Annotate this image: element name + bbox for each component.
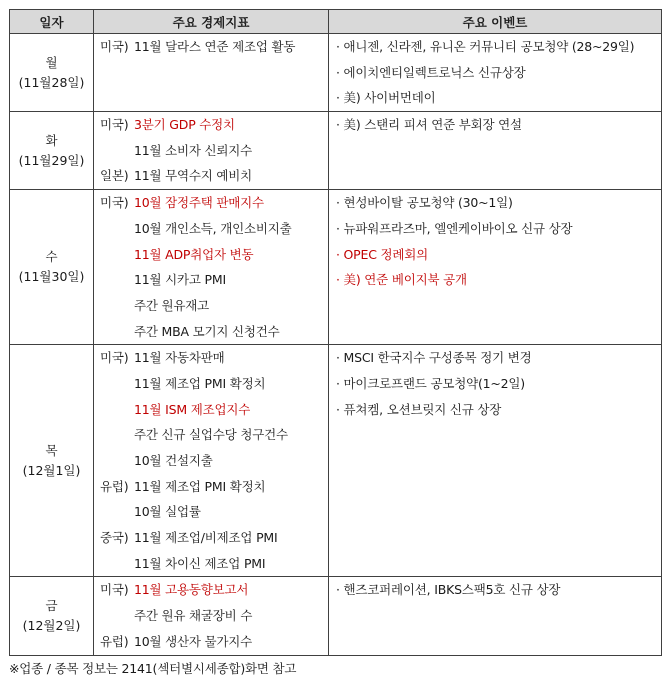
table-row bbox=[10, 34, 662, 112]
indicators-cell bbox=[94, 190, 329, 345]
indicator-text: 11월 달라스 연준 제조업 활동 bbox=[134, 39, 296, 54]
region-prefix: 미국) bbox=[100, 350, 129, 366]
indicator-text: 10월 실업률 bbox=[134, 504, 201, 520]
event-item: · 美) 연준 베이지북 공개 bbox=[336, 272, 467, 288]
day-cell bbox=[10, 190, 94, 345]
day-cell bbox=[10, 577, 94, 655]
indicator-text: 주간 원유재고 bbox=[134, 297, 210, 313]
events-cell bbox=[329, 577, 662, 655]
day-date: (11월28일) bbox=[18, 74, 85, 90]
table-row bbox=[10, 345, 662, 577]
region-prefix: 미국) bbox=[100, 195, 129, 211]
indicator-text: 3분기 GDP 수정치 bbox=[134, 117, 235, 133]
header-events: 주요 이벤트 bbox=[329, 10, 662, 34]
indicator-item bbox=[94, 267, 328, 293]
indicator-text: 11월 자동차판매 bbox=[134, 350, 225, 366]
table-row bbox=[10, 190, 662, 345]
event-item: · 현성바이탈 공모청약 (30~1일) bbox=[336, 195, 513, 211]
indicator-item bbox=[94, 345, 328, 371]
region-prefix: 미국) bbox=[100, 117, 129, 133]
weekly-schedule-table bbox=[9, 9, 662, 656]
indicator-item bbox=[94, 422, 328, 448]
schedule-document bbox=[9, 9, 661, 679]
events-cell bbox=[329, 190, 662, 345]
day-date: (12월1일) bbox=[22, 462, 81, 478]
day-label: 목 bbox=[45, 442, 58, 458]
indicator-text: 11월 무역수지 예비치 bbox=[134, 168, 253, 184]
region-prefix: 유럽) bbox=[100, 478, 129, 494]
indicator-item bbox=[94, 190, 328, 216]
indicator-text: 10월 건설지출 bbox=[134, 453, 213, 468]
day-label: 수 bbox=[45, 249, 58, 265]
region-prefix: 일본) bbox=[100, 168, 129, 184]
indicator-text: 11월 고용동향보고서 bbox=[134, 582, 249, 598]
events-cell bbox=[329, 345, 662, 577]
table-body bbox=[10, 34, 662, 656]
indicator-item bbox=[94, 242, 328, 268]
indicator-text: 11월 제조업 PMI 확정치 bbox=[134, 375, 266, 391]
indicator-item bbox=[94, 34, 328, 60]
region-prefix: 미국) bbox=[100, 582, 129, 598]
indicators-cell bbox=[94, 577, 329, 655]
indicator-text: 11월 소비자 신뢰지수 bbox=[134, 142, 253, 158]
region-prefix: 유럽) bbox=[100, 633, 129, 649]
indicator-item bbox=[94, 138, 328, 164]
indicator-text: 주간 신규 실업수당 청구건수 bbox=[134, 427, 288, 443]
indicators-cell bbox=[94, 345, 329, 577]
indicator-item bbox=[94, 448, 328, 474]
indicator-text: 10월 잠정주택 판매지수 bbox=[134, 195, 264, 211]
day-label: 월 bbox=[45, 54, 58, 70]
indicators-cell bbox=[94, 112, 329, 190]
indicator-item bbox=[94, 629, 328, 655]
indicator-text: 10월 개인소득, 개인소비지출 bbox=[134, 220, 292, 236]
day-label: 금 bbox=[45, 597, 58, 613]
events-cell bbox=[329, 112, 662, 190]
footnote: ※업종 / 종목 정보는 2141(섹터별시세종합)화면 참고 bbox=[9, 660, 297, 676]
indicator-item bbox=[94, 551, 328, 577]
event-item: · MSCI 한국지수 구성종목 정기 변경 bbox=[336, 350, 532, 366]
indicator-item bbox=[94, 216, 328, 242]
indicator-item bbox=[94, 577, 328, 603]
indicator-item bbox=[94, 397, 328, 423]
indicator-text: 10월 생산자 물가지수 bbox=[134, 633, 253, 649]
event-item: · 에이치엔티일렉트로닉스 신규상장 bbox=[336, 64, 526, 80]
event-item: · 마이크로프랜드 공모청약(1~2일) bbox=[336, 375, 525, 391]
event-item: · OPEC 정례회의 bbox=[336, 246, 429, 262]
indicator-item bbox=[94, 603, 328, 629]
event-item: · 뉴파워프라즈마, 엘엔케이바이오 신규 상장 bbox=[336, 220, 573, 236]
indicator-text: 11월 ADP취업자 변동 bbox=[134, 246, 254, 262]
region-prefix: 중국) bbox=[100, 530, 129, 546]
header-indicators: 주요 경제지표 bbox=[94, 10, 329, 34]
events-cell bbox=[329, 34, 662, 112]
indicator-item bbox=[94, 371, 328, 397]
indicator-item bbox=[94, 163, 328, 189]
indicator-text: 주간 원유 채굴장비 수 bbox=[134, 608, 253, 624]
table-row bbox=[10, 577, 662, 655]
region-prefix: 미국) bbox=[100, 39, 129, 54]
table-row bbox=[10, 112, 662, 190]
indicator-item bbox=[94, 525, 328, 551]
indicators-cell bbox=[94, 34, 329, 112]
indicator-text: 11월 제조업 PMI 확정치 bbox=[134, 478, 266, 494]
indicator-item bbox=[94, 112, 328, 138]
event-item: · 美) 사이버먼데이 bbox=[336, 90, 436, 106]
indicator-item bbox=[94, 319, 328, 345]
indicator-item bbox=[94, 293, 328, 319]
indicator-text: 11월 제조업/비제조업 PMI bbox=[134, 530, 278, 546]
event-item: · 애니젠, 신라젠, 유니온 커뮤니티 공모청약 (28~29일) bbox=[336, 39, 635, 54]
event-item: · 퓨쳐켐, 오션브릿지 신규 상장 bbox=[336, 401, 502, 417]
day-date: (11월29일) bbox=[18, 152, 85, 168]
indicator-text: 11월 차이신 제조업 PMI bbox=[134, 555, 266, 571]
table-header-row bbox=[10, 10, 662, 34]
header-day: 일자 bbox=[10, 10, 94, 34]
indicator-text: 11월 ISM 제조업지수 bbox=[134, 401, 251, 417]
day-cell bbox=[10, 345, 94, 577]
day-date: (12월2일) bbox=[22, 617, 81, 633]
indicator-text: 주간 MBA 모기지 신청건수 bbox=[134, 323, 280, 339]
day-label: 화 bbox=[45, 132, 58, 148]
day-cell bbox=[10, 112, 94, 190]
event-item: · 핸즈코퍼레이션, IBKS스팩5호 신규 상장 bbox=[336, 582, 561, 598]
day-cell bbox=[10, 34, 94, 112]
indicator-item bbox=[94, 499, 328, 525]
day-date: (11월30일) bbox=[18, 269, 85, 285]
indicator-item bbox=[94, 474, 328, 500]
event-item: · 美) 스탠리 피셔 연준 부회장 연설 bbox=[336, 117, 522, 133]
indicator-text: 11월 시카고 PMI bbox=[134, 272, 226, 288]
